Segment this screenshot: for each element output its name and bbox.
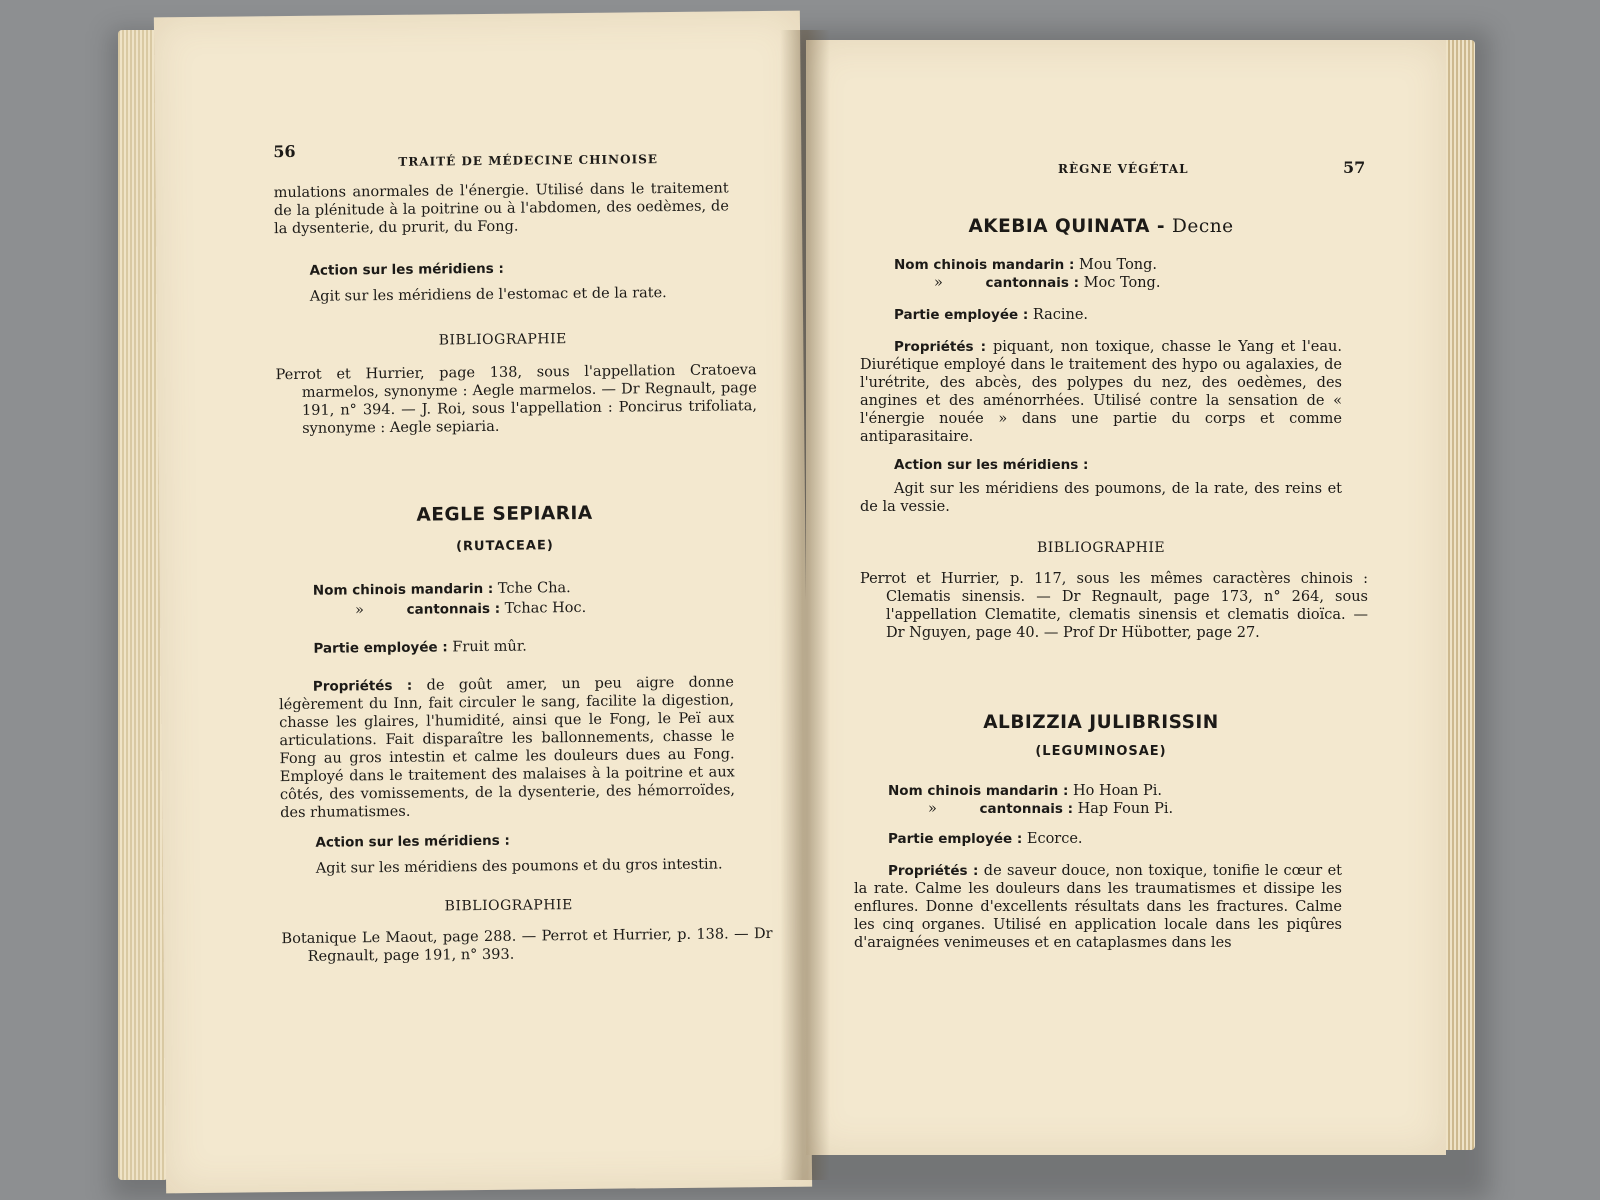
part-used-label: Partie employée : [894, 307, 1029, 323]
part-used2-label: Partie employée : [888, 831, 1023, 847]
properties-paragraph [860, 338, 1342, 446]
mandarin-label: Nom chinois mandarin : [894, 257, 1075, 273]
ditto-mark: » [928, 801, 937, 817]
properties2-text: de saveur douce, non toxique, tonifie le cœur et la rate. Calme les douleurs dans les traumatismes et dissipe les enflures. Donne d'excellents résultats dans les fractures. Calme les cinq organes. Utilisé en application locale dans les piqûres d'araignées venimeuses et en cataplasmes dans les [854, 863, 1342, 951]
mandarin-value: Mou Tong. [1079, 257, 1158, 273]
entry1-title: AKEBIA QUINATA - [968, 216, 1166, 237]
cantonese-label: cantonnais : [406, 600, 501, 618]
mandarin-name-line [313, 577, 733, 599]
cantonese2-name-line [928, 800, 1338, 818]
running-head: RÈGNE VÉGÉTAL [1058, 162, 1189, 176]
action2-label: Action sur les méridiens : [315, 832, 510, 851]
mandarin-label: Nom chinois mandarin : [312, 580, 494, 599]
mandarin2-name-line [888, 782, 1338, 800]
action-label: Action sur les méridiens : [894, 457, 1089, 473]
properties2-label: Propriétés : [888, 863, 979, 879]
part-used-value: Racine. [1032, 307, 1089, 323]
part-used-value: Fruit mûr. [452, 638, 527, 656]
cantonese2-value: Hap Foun Pi. [1077, 801, 1174, 817]
left-page [154, 11, 812, 1194]
cantonese-value: Tchac Hoc. [504, 599, 587, 617]
properties2-paragraph [854, 862, 1342, 952]
cantonese-name-line [355, 597, 735, 619]
book-gutter [780, 30, 830, 1180]
properties-label: Propriétés : [894, 339, 987, 355]
mandarin2-label: Nom chinois mandarin : [888, 783, 1069, 799]
properties-text: de goût amer, un peu aigre donne légèrement du Inn, fait circuler le sang, facilite la digestion, chasse les glaires, l'humidité, ainsi que le Fong, le Peï aux articulations. Fait disparaître les ballonnements, chasse le Fong au gros intestin et calme les douleurs dues au Fong. Employé dans le traitement des malaises à la poitrine et aux côtés, des vomissements, de la dysenterie, des hémorroïdes, des rhumatismes. [278, 674, 736, 822]
properties-label: Propriétés : [312, 677, 413, 695]
cantonese-label: cantonnais : [985, 275, 1080, 291]
cantonese-name-line [934, 274, 1344, 292]
part-used-line [313, 635, 733, 657]
running-head: TRAITÉ DE MÉDECINE CHINOISE [398, 152, 659, 169]
bibliography-text: Perrot et Hurrier, page 138, sous l'appellation Cratoeva marmelos, synonyme : Aegle marmelos. — Dr Regnault, page 191, n° 394. — J. Roi, sous l'appellation : Poncirus trifoliata, synonyme : Aegle sepiaria. [275, 362, 758, 437]
continuation-paragraph: mulations anormales de l'énergie. Utilisé dans le traitement de la plénitude à la poitrine ou à l'abdomen, des oedèmes, de la dysenterie, du prurit, du Fong. [273, 180, 729, 238]
bibliography2-text: Botanique Le Maout, page 288. — Perrot et Hurrier, p. 138. — Dr Regnault, page 191, n° 393. [281, 925, 773, 965]
part-used-label: Partie employée : [313, 639, 448, 657]
properties-text: piquant, non toxique, chasse le Yang et l'eau. Diurétique employé dans le traitement des hypo ou agalaxies, de l'urétrite, des abcès, des polypes du nez, des oedèmes, des angines et des aménorrhées. Utilisé contre la sensation de « l'énergie nouée » dans une partie du corps et comme antiparasitaire. [860, 339, 1342, 445]
ditto-mark: » [354, 602, 365, 619]
mandarin2-value: Ho Hoan Pi. [1073, 783, 1162, 799]
part-used2-line [888, 830, 1338, 848]
entry1-author: Decne [1172, 216, 1234, 237]
page-number: 56 [273, 141, 296, 162]
entry-title: AEGLE SEPIARIA [416, 502, 593, 526]
cantonese2-label: cantonnais : [979, 801, 1074, 817]
ditto-mark: » [934, 275, 943, 291]
entry2-family: (LEGUMINOSAE) [1035, 744, 1167, 759]
entry1-title-line [866, 216, 1336, 237]
action-text: Agit sur les méridiens de l'estomac et de la rate. [309, 285, 667, 305]
action2-text: Agit sur les méridiens des poumons et du gros intestin. [315, 856, 723, 877]
page-number: 57 [1343, 158, 1366, 177]
part-used-line [894, 306, 1344, 324]
bibliography-heading: BIBLIOGRAPHIE [1036, 540, 1166, 556]
part-used2-value: Ecorce. [1026, 831, 1083, 847]
properties-paragraph [279, 673, 735, 822]
bibliography-text: Perrot et Hurrier, p. 117, sous les mêmes caractères chinois : Clematis sinensis. — Dr Regnault, page 173, n° 264, sous l'appellation Clematite, clematis sinensis et clematis dioïca. — Dr Nguyen, page 40. — Prof Dr Hübotter, page 27. [860, 571, 1368, 641]
cantonese-value: Moc Tong. [1083, 275, 1161, 291]
entry-family: (RUTACEAE) [455, 538, 554, 555]
right-page [806, 40, 1446, 1155]
mandarin-name-line [894, 256, 1344, 274]
action-label: Action sur les méridiens : [309, 260, 504, 279]
action-text: Agit sur les méridiens des poumons, de la rate, des reins et de la vessie. [860, 481, 1342, 515]
bibliography2-heading: BIBLIOGRAPHIE [444, 897, 573, 915]
bibliography-heading: BIBLIOGRAPHIE [438, 331, 567, 349]
mandarin-value: Tche Cha. [497, 580, 571, 597]
entry2-title: ALBIZZIA JULIBRISSIN [983, 712, 1219, 733]
